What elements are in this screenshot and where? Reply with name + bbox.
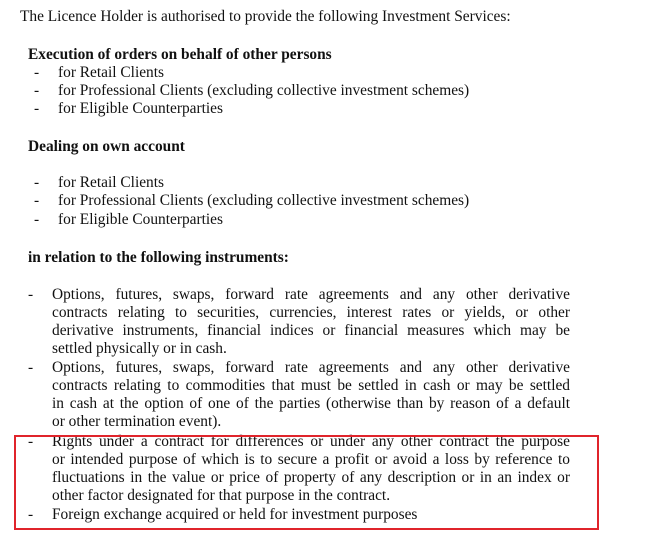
bullet-dash: - (28, 506, 34, 523)
instrument-line: in cash at the option of one of the parties (otherwise than by reason of a default (52, 395, 570, 412)
instrument-line: or intended purpose of which is to secure a profit or avoid a loss by reference to (52, 451, 570, 468)
section-heading-dealing: Dealing on own account (28, 138, 185, 155)
list-item: for Professional Clients (excluding collective investment schemes) (58, 82, 470, 99)
instrument-line: or other termination event). (52, 413, 222, 430)
bullet-dash: - (34, 82, 40, 99)
instrument-line: settled physically or in cash. (52, 340, 227, 357)
instrument-line: Options, futures, swaps, forward rate agreements and any other derivative (52, 359, 570, 376)
bullet-dash: - (28, 433, 34, 450)
bullet-dash: - (34, 100, 40, 117)
intro-text: The Licence Holder is authorised to provide the following Investment Services: (20, 8, 511, 25)
instrument-line: Options, futures, swaps, forward rate agreements and any other derivative (52, 286, 570, 303)
instrument-line: Foreign exchange acquired or held for investment purposes (52, 506, 418, 523)
instrument-line: fluctuations in the value or price of property of any description or in an index or (52, 469, 570, 486)
section-heading-execution: Execution of orders on behalf of other persons (28, 46, 332, 63)
highlight-box (14, 435, 599, 530)
bullet-dash: - (28, 286, 34, 303)
instrument-line: contracts relating to commodities that must be settled in cash or may be settled (52, 377, 570, 394)
bullet-dash: - (34, 211, 40, 228)
bullet-dash: - (28, 359, 34, 376)
bullet-dash: - (34, 64, 40, 81)
list-item: for Retail Clients (58, 174, 165, 191)
bullet-dash: - (34, 192, 40, 209)
list-item: for Eligible Counterparties (58, 100, 223, 117)
instrument-line: Rights under a contract for differences or under any other contract the purpose (52, 433, 570, 450)
list-item: for Professional Clients (excluding collective investment schemes) (58, 192, 470, 209)
instrument-line: other factor designated for that purpose in the contract. (52, 487, 391, 504)
instrument-line: derivative instruments, financial indices or financial measures which may be (52, 322, 570, 339)
bullet-dash: - (34, 174, 40, 191)
instruments-heading: in relation to the following instruments: (28, 249, 289, 266)
list-item: for Retail Clients (58, 64, 165, 81)
instrument-line: contracts relating to securities, currencies, interest rates or yields, or other (52, 304, 570, 321)
list-item: for Eligible Counterparties (58, 211, 223, 228)
